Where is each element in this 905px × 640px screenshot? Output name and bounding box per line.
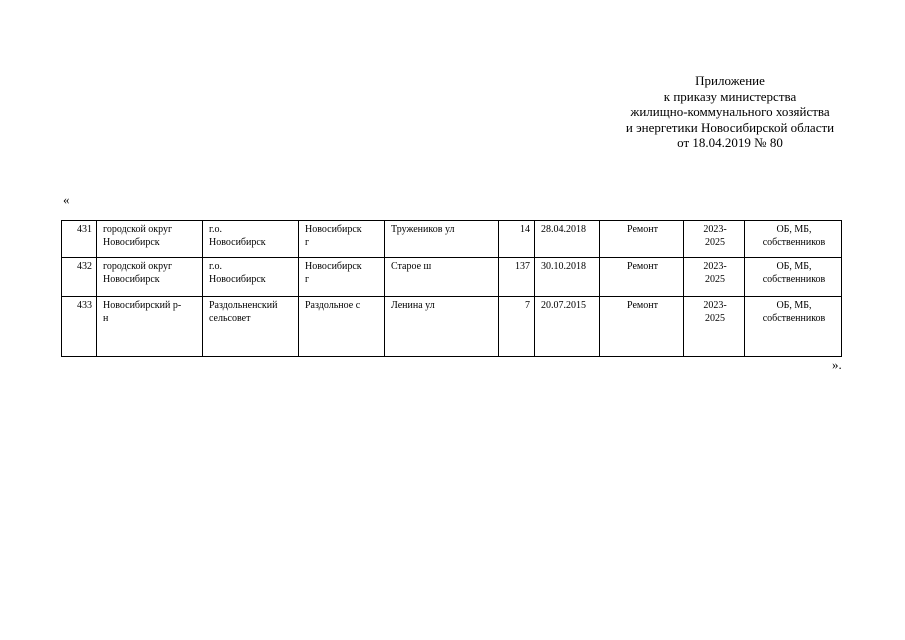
period-cell: 2023- 2025	[684, 221, 745, 258]
funding-source-cell: ОБ, МБ, собственников	[745, 258, 842, 297]
district-cell: Новосибирский р- н	[97, 297, 203, 357]
street-cell: Тружеников ул	[385, 221, 499, 258]
appendix-header	[560, 73, 900, 151]
table-row	[62, 258, 842, 297]
funding-source-cell: ОБ, МБ, собственников	[745, 297, 842, 357]
row-number: 432	[62, 258, 97, 297]
district-cell: городской округ Новосибирск	[97, 221, 203, 258]
table-row	[62, 297, 842, 357]
table-row	[62, 221, 842, 258]
closing-quote: ».	[832, 357, 842, 372]
municipality-cell: Раздольненский сельсовет	[203, 297, 299, 357]
work-type-cell: Ремонт	[600, 297, 684, 357]
header-line: и энергетики Новосибирской области	[625, 119, 835, 135]
header-line: к приказу министерства	[663, 88, 797, 104]
funding-source-cell: ОБ, МБ, собственников	[745, 221, 842, 258]
street-cell: Ленина ул	[385, 297, 499, 357]
district-cell: городской округ Новосибирск	[97, 258, 203, 297]
row-number: 433	[62, 297, 97, 357]
row-number: 431	[62, 221, 97, 258]
house-cell: 7	[499, 297, 535, 357]
house-cell: 137	[499, 258, 535, 297]
header-line: от 18.04.2019 № 80	[677, 135, 783, 150]
date-cell: 28.04.2018	[535, 221, 600, 258]
header-line: жилищно-коммунального хозяйства	[630, 104, 830, 119]
housing-registry-table	[61, 220, 842, 357]
work-type-cell: Ремонт	[600, 221, 684, 258]
street-cell: Старое ш	[385, 258, 499, 297]
work-type-cell: Ремонт	[600, 258, 684, 297]
locality-cell: Новосибирск г	[299, 258, 385, 297]
locality-cell: Новосибирск г	[299, 221, 385, 258]
date-cell: 20.07.2015	[535, 297, 600, 357]
date-cell: 30.10.2018	[535, 258, 600, 297]
period-cell: 2023- 2025	[684, 297, 745, 357]
header-line: Приложение	[695, 73, 765, 88]
opening-quote: «	[63, 192, 70, 207]
house-cell: 14	[499, 221, 535, 258]
municipality-cell: г.о. Новосибирск	[203, 258, 299, 297]
locality-cell: Раздольное с	[299, 297, 385, 357]
municipality-cell: г.о. Новосибирск	[203, 221, 299, 258]
period-cell: 2023- 2025	[684, 258, 745, 297]
